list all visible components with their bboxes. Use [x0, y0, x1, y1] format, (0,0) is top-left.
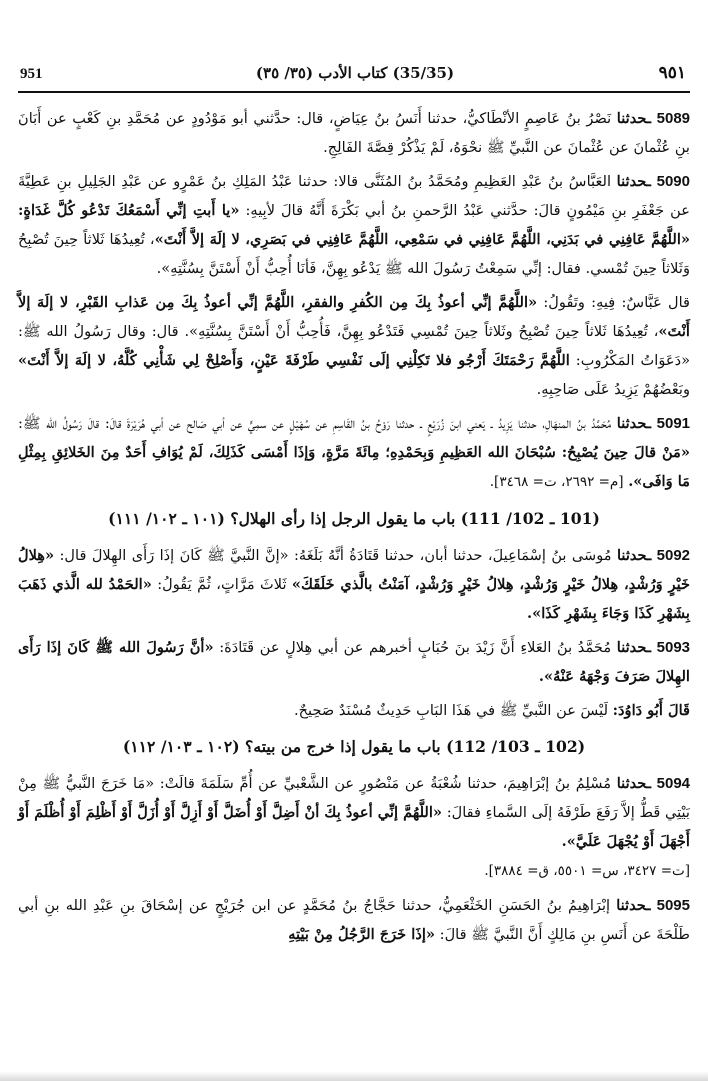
- cross-reference: [ت= ٣٤٢٧، س= ٥٥٠١، ق= ٣٨٨٤].: [484, 863, 690, 879]
- hadith-text-rest: ، تُعِيدُهَا ثَلاثاً حِينَ تُصْبِحُ وَثَلاثاً حِينَ تُمْسي. فقال: إنِّي سَمِعْتُ رَسُولَ الله ﷺ يَدْعُو بِهِنَّ، فَأنَا أُحِبُّ أَنْ أَسْتَنَّ بِسُنَّتِهِ».: [18, 231, 690, 277]
- hadith-text: ، تُعِيدُهَا ثَلاثاً حِينَ تُصْبِحُ وثَلاثاً حِينَ تُمْسِي فَتَدْعُو بِهِنَّ، فَأُحِبُّ أَنْ أَسْتَنَّ بِسُنَّتِهِ». قال: وقال رَسُولُ الله ﷺ: «دَعَوَاتُ المَكْرُوبِ:: [18, 323, 691, 369]
- cross-reference: [م= ٢٦٩٢، ت= ٣٤٦٨].: [489, 474, 624, 490]
- narration-lead: ـحدثنا: [616, 897, 651, 914]
- supplication-text: «هِلالُ خَيْرٍ وَرُشْدٍ، هِلالُ خَيْرٍ وَرُشْدٍ، هِلالُ خَيْرٍ وَرُشْدٍ، آمَنْتُ بالَّذي خَلَقَكَ»: [18, 547, 691, 593]
- narration-lead: ـحدثنا: [616, 547, 652, 564]
- hadith-text: العَبَّاسُ بنُ عَبْدِ العَظِيمِ ومُحَمَّدُ بنُ المُثَنَّى قالا: حدثنا عَبْدُ المَلِكِ بنُ عَمْرٍو عن عَبْدِ الجَلِيلِ بنِ عَطِيَّةَ عن جَعْفَرِ بنِ مَيْمُونٍ قالَ: حدَّثني عَبْدُ الرَّحمنِ بنُ أبي بَكْرَةَ أَنَّهُ قالَ لأبِيهِ:: [18, 173, 690, 219]
- supplication-text: «اللَّهُمَّ إنِّي أعوذُ بِكَ أنْ أَضِلَّ أَوْ أُضَلَّ أَوْ أَزِلَّ أَوْ أُزَلَّ أَوْ أَظْلِمَ أَوْ أُظْلَمَ أَوْ أَجْهَلَ أَوْ يُجْهَلَ عَلَيَّ».: [18, 804, 690, 850]
- page-edge-shadow: [0, 1071, 708, 1081]
- hadith-text: مُحَمَّدُ بنُ العَلاءِ أَنَّ زَيْدَ بنَ حُبَابٍ أخبرهم عن أبي هِلالٍ عن قَتَادَةَ:: [219, 639, 612, 656]
- page-body: [18, 104, 690, 954]
- supplication-text-2: «الحَمْدُ لله الَّذي ذَهَبَ بِشَهْرِ كَذَا وَجَاءَ بِشَهْرِ كَذَا».: [18, 576, 690, 622]
- supplication-text: «اللَّهُمَّ إنِّي أعوذُ بِكَ مِن الكُفرِ والفقرِ، اللَّهُمَّ إنِّي أعوذُ بِكَ مِن عَذابِ القَبْرِ، لا إلَهَ إلاَّ أَنْتَ»: [18, 294, 690, 340]
- narration-lead: ـحدثنا: [616, 173, 651, 190]
- supplication-text: «أنَّ رَسُولَ الله ﷺ كَانَ إذَا رَأَى الهِلالَ صَرَفَ وَجْهَهُ عَنْهُ».: [18, 639, 690, 685]
- supplication-text: «إذَا خَرَجَ الرَّجُلُ مِنْ بَيْتِهِ: [288, 926, 436, 943]
- hadith-number: 5092: [656, 547, 691, 564]
- supplication-text: «مَنْ قالَ حِينَ يُصْبِحُ: سُبْحَانَ الله العَظِيمِ وَبِحَمْدِهِ؛ مِائَةَ مَرَّةٍ، وَإذَا أَمْسَى كَذَلِكَ، لَمْ يُوَافِ أَحَدٌ مِنَ الخَلائِقِ بِمِثْلِ مَا وَافَى».: [18, 444, 690, 490]
- narration-lead: ـحدثنا: [616, 110, 652, 127]
- hadith-text: نَصْرُ بنُ عَاصِمٍ الأنْطَاكيُّ، حدثنا أَنَسُ بنُ عِيَاضٍ، قال: حدَّثني أبو مَوْدُودٍ عن مُحَمَّدِ بنِ كَعْبٍ عن أَبَانَ بنِ عُثْمانَ عن عُثْمانَ عن النَّبيِّ ﷺ نحْوَهُ، لَمْ يَذْكُرْ قِصَّةَ الفَالِجِ.: [18, 110, 690, 156]
- hadith-5092: [18, 541, 690, 628]
- running-header-title: (35/35) كتاب الأدب (٣٥/ ٣٥): [255, 64, 455, 82]
- hadith-text: إبْرَاهِيمُ بنُ الحَسَنِ الخَثْعَمِيُّ، حدثنا حَجَّاجُ بنُ مُحَمَّدٍ عن ابن جُرَيْجٍ عن إسْحَاقَ بنِ عَبْدِ الله بنِ أبي طَلْحَةَ عن أَنَسِ بنِ مَالِكٍ أَنَّ النَّبيَّ ﷺ قالَ:: [18, 897, 690, 943]
- chapter-heading-112: (102 ـ 103/ 112) باب ما يقول إذا خرج من بيته؟ (١٠٢ ـ ١٠٣/ ١١٢): [122, 737, 586, 756]
- hadith-5090: [18, 167, 690, 283]
- hadith-text-2: ثَلاثَ مَرَّاتٍ، ثُمَّ يَقُولُ:: [157, 576, 287, 593]
- hadith-5089: [18, 104, 690, 162]
- page-number-latin: 951: [20, 66, 43, 82]
- hadith-5094: [18, 769, 690, 886]
- narration-lead: ـحدثنا: [616, 639, 652, 656]
- page-number-arabic: ٩٥١: [658, 63, 686, 83]
- narration-lead: ـحدثنا: [616, 775, 652, 792]
- hadith-5090-abbas-note: [18, 288, 690, 404]
- abu-dawud-note: [18, 696, 690, 725]
- hadith-5095: [18, 891, 690, 949]
- supplication-text: «يا أَبتِ إنِّي أَسْمَعُكَ تَدْعُو كُلَّ غَدَاةٍ: «اللَّهُمَّ عَافِنِي في بَدَنِي، اللَّهُمَّ عَافِنِي في سَمْعِي، اللَّهُمَّ عَافِنِي في بَصَرِي، لا إلَهَ إلاَّ أَنْتَ»: [18, 202, 690, 248]
- hadith-5093: [18, 633, 690, 691]
- hadith-number: 5089: [656, 110, 691, 127]
- hadith-number: 5093: [656, 639, 691, 656]
- note-text: لَيْسَ عن النَّبيِّ ﷺ في هَذَا البَابِ حَدِيثٌ مُسْنَدٌ صَحِيحٌ.: [294, 702, 609, 719]
- hadith-text-rest: وبَعْضُهُمْ يَزِيدُ عَلَى صَاحِبِهِ.: [536, 381, 690, 398]
- narration-lead: ـحدثنا: [616, 415, 652, 432]
- hadith-text: مُحَمَّدُ بنُ المنهَالِ، حدثنا يَزِيدُ ـ يَعني ابنَ زُرَيْعٍ ـ حدثنا رَوْحُ بنُ القَاسِمِ عن سُهَيْلٍ عن سمِيٍّ عن أبي صَالح عن أبي هُرَيْرَةَ قالَ: قالَ رَسُولُ الله ﷺ:: [18, 415, 612, 432]
- hadith-text: مُسْلِمُ بنُ إبْرَاهِيمَ، حدثنا شُعْبَةُ عن مَنْصُورٍ عن الشَّعْبيِّ عن أُمِّ سَلَمَةَ قالَتْ: «مَا خَرَجَ النَّبيُّ ﷺ مِنْ بَيْتِي قَطُّ إلاَّ رَفَعَ طَرْفَهُ إلَى السَّماءِ فقالَ:: [18, 775, 690, 821]
- supplication-text-2: اللَّهُمَّ رَحْمَتَكَ أَرْجُو فلا تَكِلْنِي إلَى نَفْسِي طَرْفَةَ عَيْنٍ، وَأَصْلِحْ لِي شَأْنِي كُلَّهُ، لا إلَهَ إلاَّ أَنْتَ»: [18, 352, 570, 369]
- hadith-5091: [18, 409, 690, 497]
- hadith-number: 5091: [656, 415, 691, 432]
- header-divider: [18, 91, 690, 93]
- hadith-text: مُوسَى بنُ إسْمَاعِيلَ، حدثنا أبان، حدثنا قَتَادَةُ أنَّهُ بَلَغَهُ: «إنَّ النَّبيَّ ﷺ كَانَ إذَا رَأَى الهِلالَ قال:: [59, 547, 612, 564]
- narration-intro: قال عَبَّاسٌ: فِيهِ: وتَقُولُ:: [543, 294, 691, 311]
- hadith-number: 5094: [656, 775, 691, 792]
- note-lead: قَالَ أَبُو دَاوُدَ:: [612, 702, 690, 719]
- hadith-number: 5090: [656, 173, 690, 190]
- chapter-heading-111: (101 ـ 102/ 111) باب ما يقول الرجل إذا رأى الهلال؟ (١٠١ ـ ١٠٢/ ١١١): [108, 509, 600, 528]
- hadith-number: 5095: [656, 897, 690, 914]
